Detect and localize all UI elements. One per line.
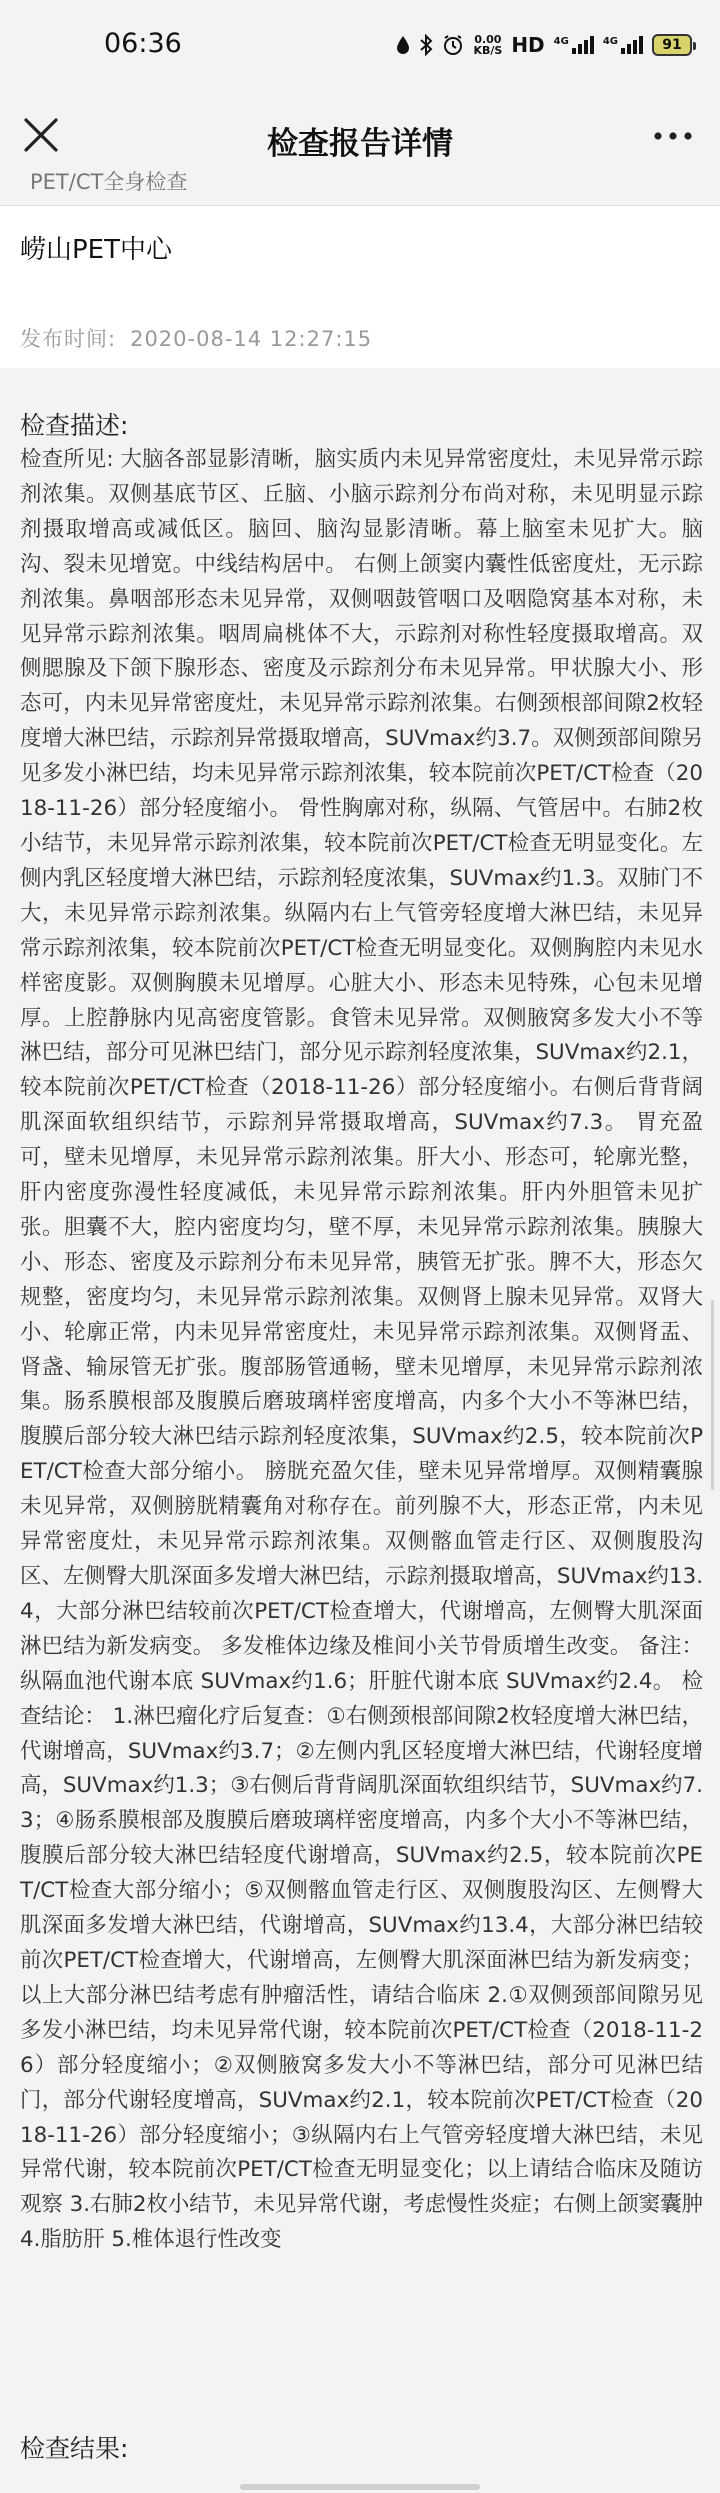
network-speed-icon: [473, 34, 502, 56]
more-icon[interactable]: [646, 114, 700, 158]
exam-type-label: PET/CT全身检查: [30, 170, 188, 194]
description-body: 检查所见: 大脑各部显影清晰，脑实质内未见异常密度灶，未见异常示踪剂浓集。双侧基底节区、丘脑、小脑示踪剂分布尚对称，未见明显示踪剂摄取增高或减低区。脑回、脑沟显影清晰。幕上脑室未见扩大。脑沟、裂未见增宽。中线结构居中。 右侧上颌窦内囊性低密度灶，无示踪剂浓集。鼻咽部形态未见异常，双侧咽鼓管咽口及咽隐窝基本对称，未见异常示踪剂浓集。咽周扁桃体不大，示踪剂对称性轻度摄取增高。双侧腮腺及下颌下腺形态、密度及示踪剂分布未见异常。甲状腺大小、形态可，内未见异常密度灶，未见异常示踪剂浓集。右侧颈根部间隙2枚轻度增大淋巴结，示踪剂异常摄取增高，SUVmax约3.7。双侧颈部间隙另见多发小淋巴结，均未见异常示踪剂浓集，较本院前次PET/CT检查（2018-11-26）部分轻度缩小。 骨性胸廓对称，纵隔、气管居中。右肺2枚小结节，未见异常示踪剂浓集，较本院前次PET/CT检查无明显变化。左侧内乳区轻度增大淋巴结，示踪剂轻度浓集，SUVmax约1.3。双肺门不大，未见异常示踪剂浓集。纵隔内右上气管旁轻度增大淋巴结，未见异常示踪剂浓集，较本院前次PET/CT检查无明显变化。双侧胸腔内未见水样密度影。双侧胸膜未见增厚。心脏大小、形态未见特殊，心包未见增厚。上腔静脉内见高密度管影。食管未见异常。双侧腋窝多发大小不等淋巴结，部分可见淋巴结门，部分见示踪剂轻度浓集，SUVmax约2.1，较本院前次PET/CT检查（2018-11-26）部分轻度缩小。右侧后背背阔肌深面软组织结节，示踪剂异常摄取增高，SUVmax约7.3。 胃充盈可，壁未见增厚，未见异常示踪剂浓集。肝大小、形态可，轮廓光整，肝内密度弥漫性轻度减低，未见异常示踪剂浓集。肝内外胆管未见扩张。胆囊不大，腔内密度均匀，壁不厚，未见异常示踪剂浓集。胰腺大小、形态、密度及示踪剂分布未见异常，胰管无扩张。脾不大，形态欠规整，密度均匀，未见异常示踪剂浓集。双侧肾上腺未见异常。双肾大小、轮廓正常，内未见异常密度灶，未见异常示踪剂浓集。双侧肾盂、肾盏、输尿管无扩张。腹部肠管通畅，壁未见增厚，未见异常示踪剂浓集。肠系膜根部及腹膜后磨玻璃样密度增高，内多个大小不等淋巴结，腹膜后部分较大淋巴结示踪剂轻度浓集，SUVmax约2.5，较本院前次PET/CT检查大部分缩小。 膀胱充盈欠佳，壁未见异常增厚。双侧精囊腺未见异常，双侧膀胱精囊角对称存在。前列腺不大，形态正常，内未见异常密度灶，未见异常示踪剂浓集。双侧髂血管走行区、双侧腹股沟区、左侧臀大肌深面多发增大淋巴结，示踪剂摄取增高，SUVmax约13.4，大部分淋巴结较前次PET/CT检查增大，代谢增高，左侧臀大肌深面淋巴结为新发病变。 多发椎体边缘及椎间小关节骨质增生改变。 备注：纵隔血池代谢本底 SUVmax约1.6；肝脏代谢本底 SUVmax约2.4。 检查结论： 1.淋巴瘤化疗后复查：①右侧颈根部间隙2枚轻度增大淋巴结，代谢增高，SUVmax约3.7；②左侧内乳区轻度增大淋巴结，代谢轻度增高，SUVmax约1.3；③右侧后背背阔肌深面软组织结节，SUVmax约7.3；④肠系膜根部及腹膜后磨玻璃样密度增高，内多个大小不等淋巴结，腹膜后部分较大淋巴结轻度代谢增高，SUVmax约2.5，较本院前次PET/CT检查大部分缩小；⑤双侧髂血管走行区、双侧腹股沟区、左侧臀大肌深面多发增大淋巴结，代谢增高，SUVmax约13.4，大部分淋巴结较前次PET/CT检查增大，代谢增高，左侧臀大肌深面淋巴结为新发病变；以上大部分淋巴结考虑有肿瘤活性，请结合临床 2.①双侧颈部间隙另见多发小淋巴结，均未见异常代谢，较本院前次PET/CT检查（2018-11-26）部分轻度缩小；②双侧腋窝多发大小不等淋巴结，部分可见淋巴结门，部分代谢轻度增高，SUVmax约2.1，较本院前次PET/CT检查（2018-11-26）部分轻度缩小；③纵隔内右上气管旁轻度增大淋巴结，未见异常代谢，较本院前次PET/CT检查无明显变化；以上请结合临床及随访观察 3.右肺2枚小结节，未见异常代谢，考虑慢性炎症；右侧上颌窦囊肿 4.脂肪肝 5.椎体退行性改变: [20, 447, 703, 2253]
bluetooth-icon: [419, 34, 433, 56]
battery-level: 91: [662, 37, 682, 53]
water-drop-icon: [396, 35, 410, 55]
status-bar: [0, 0, 720, 88]
home-indicator: [240, 2484, 480, 2490]
page-title: 检查报告详情: [267, 126, 453, 162]
battery-icon: [652, 34, 692, 56]
scrollbar[interactable]: [711, 1300, 714, 1490]
network-speed-value: 0.00: [474, 33, 502, 46]
description-heading: 检查描述:: [20, 411, 129, 440]
status-icons: [396, 30, 692, 60]
signal-icon-2: [603, 36, 643, 54]
signal-icon: [554, 36, 594, 54]
result-heading: 检查结果:: [20, 2434, 129, 2463]
publish-value: 2020-08-14 12:27:15: [130, 327, 373, 351]
publish-label: 发布时间:: [20, 327, 117, 351]
publish-time: [20, 323, 372, 353]
signal-label-2: 4G: [602, 36, 618, 47]
signal-label: 4G: [553, 36, 569, 47]
status-time: 06:36: [104, 28, 182, 59]
network-speed-unit: KB/S: [473, 44, 503, 57]
hd-icon: HD: [511, 33, 545, 57]
report-header-card: [0, 206, 720, 368]
hospital-name: 崂山PET中心: [20, 235, 172, 265]
alarm-icon: [442, 34, 464, 56]
